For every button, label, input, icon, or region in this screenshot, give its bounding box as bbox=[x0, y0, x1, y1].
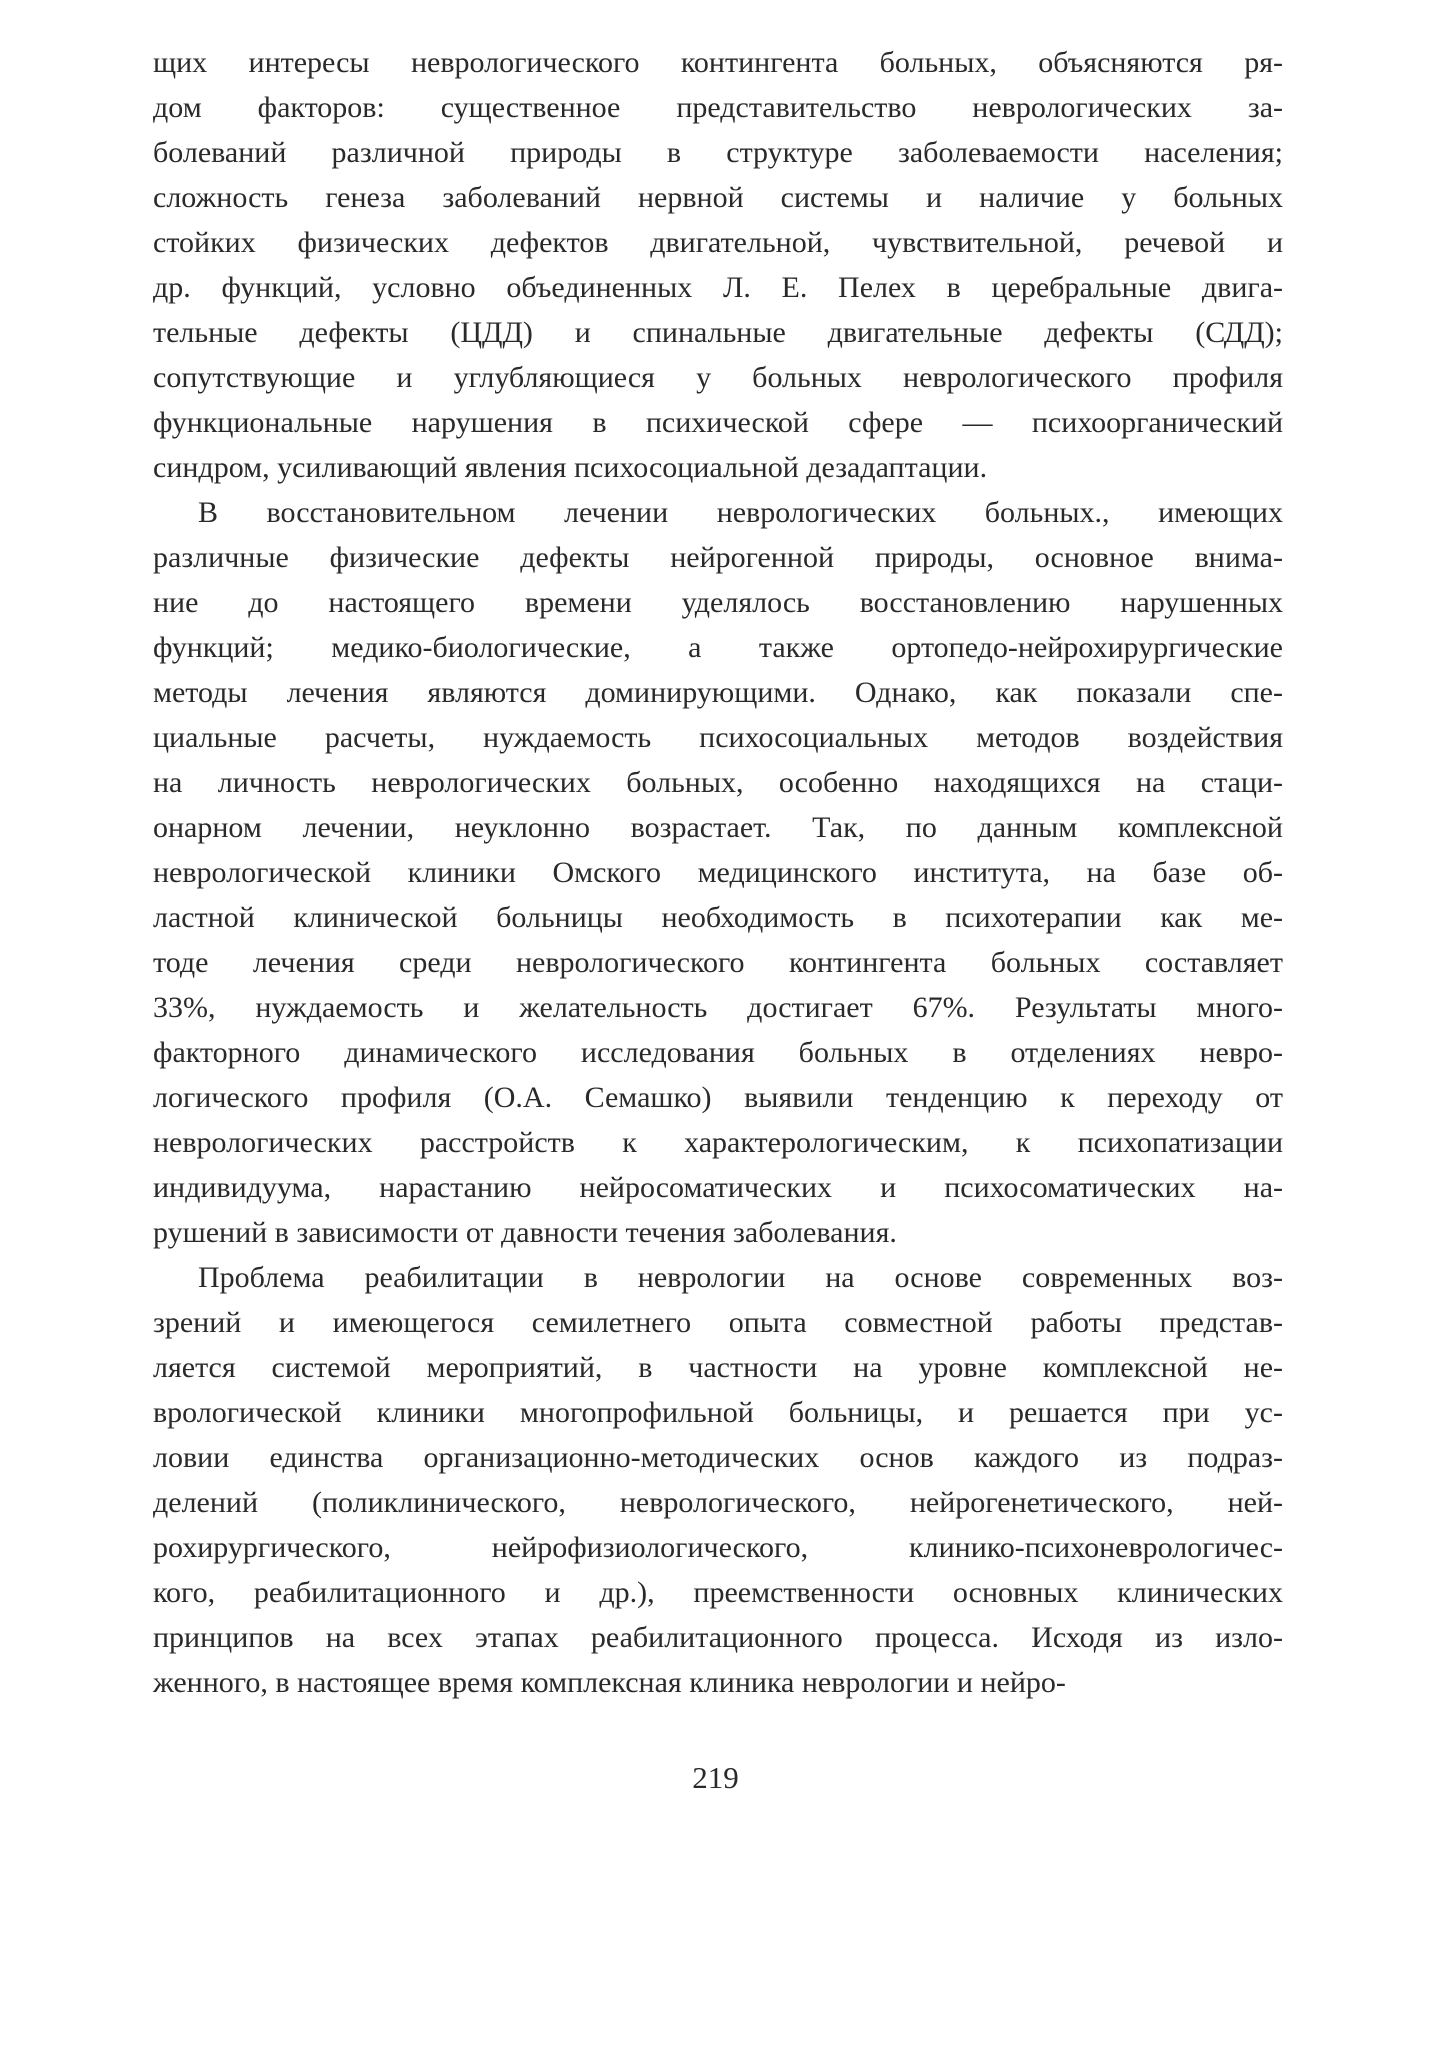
text-line: дом факторов: существенное представительство неврологических за- bbox=[153, 91, 1283, 124]
text-line: тоде лечения среди неврологического контингента больных составляет bbox=[153, 946, 1283, 979]
text-line: ние до настоящего времени уделялось восстановлению нарушенных bbox=[153, 586, 1283, 619]
text-line: методы лечения являются доминирующими. Однако, как показали спе- bbox=[153, 676, 1283, 709]
text-line: циальные расчеты, нуждаемость психосоциальных методов воздействия bbox=[153, 721, 1283, 754]
text-line: Проблема реабилитации в неврологии на основе современных воз- bbox=[198, 1261, 1283, 1294]
text-line: делений (поликлинического, неврологического, нейрогенетического, ней- bbox=[153, 1486, 1283, 1519]
text-line: неврологических расстройств к характерологическим, к психопатизации bbox=[153, 1126, 1283, 1159]
text-line: ловии единства организационно-методических основ каждого из подраз- bbox=[153, 1441, 1283, 1474]
text-line: логического профиля (О.А. Семашко) выявили тенденцию к переходу от bbox=[153, 1081, 1283, 1114]
text-line: индивидуума, нарастанию нейросоматических и психосоматических на- bbox=[153, 1171, 1283, 1204]
text-line: неврологической клиники Омского медицинского института, на базе об- bbox=[153, 856, 1283, 889]
text-line: сопутствующие и углубляющиеся у больных неврологического профиля bbox=[153, 361, 1283, 394]
text-line: зрений и имеющегося семилетнего опыта совместной работы представ- bbox=[153, 1306, 1283, 1339]
page-number: 219 bbox=[692, 1760, 739, 1795]
text-line: функций; медико-биологические, а также ортопедо-нейрохирургические bbox=[153, 631, 1283, 664]
text-line: болеваний различной природы в структуре заболеваемости населения; bbox=[153, 136, 1283, 169]
text-line: ляется системой мероприятий, в частности на уровне комплексной не- bbox=[153, 1351, 1283, 1384]
text-line: др. функций, условно объединенных Л. Е. Пелех в церебральные двига- bbox=[153, 271, 1283, 304]
text-line: кого, реабилитационного и др.), преемственности основных клинических bbox=[153, 1576, 1283, 1609]
body-text bbox=[153, 40, 1283, 1705]
text-line: врологической клиники многопрофильной больницы, и решается при ус- bbox=[153, 1396, 1283, 1429]
text-line: щих интересы неврологического контингента больных, объясняются ря- bbox=[153, 46, 1283, 79]
paragraph bbox=[153, 40, 1283, 490]
text-line: рохирургического, нейрофизиологического, клинико-психоневрологичес- bbox=[153, 1531, 1283, 1564]
text-line: на личность неврологических больных, особенно находящихся на стаци- bbox=[153, 766, 1283, 799]
paragraph bbox=[153, 1255, 1283, 1705]
text-line: В восстановительном лечении неврологических больных., имеющих bbox=[198, 496, 1283, 529]
text-line: 33%, нуждаемость и желательность достигает 67%. Результаты много- bbox=[153, 991, 1283, 1024]
text-line: стойких физических дефектов двигательной, чувствительной, речевой и bbox=[153, 226, 1283, 259]
text-line: различные физические дефекты нейрогенной природы, основное внима- bbox=[153, 541, 1283, 574]
paragraph bbox=[153, 490, 1283, 1255]
text-line: онарном лечении, неуклонно возрастает. Так, по данным комплексной bbox=[153, 811, 1283, 844]
text-line: ластной клинической больницы необходимость в психотерапии как ме- bbox=[153, 901, 1283, 934]
text-line: женного, в настоящее время комплексная клиника неврологии и нейро- bbox=[153, 1666, 1066, 1699]
text-line: тельные дефекты (ЦДД) и спинальные двигательные дефекты (СДД); bbox=[153, 316, 1283, 349]
text-line: синдром, усиливающий явления психосоциальной дезадаптации. bbox=[153, 451, 988, 484]
text-line: принципов на всех этапах реабилитационного процесса. Исходя из изло- bbox=[153, 1621, 1283, 1654]
text-line: факторного динамического исследования больных в отделениях невро- bbox=[153, 1036, 1283, 1069]
text-line: сложность генеза заболеваний нервной системы и наличие у больных bbox=[153, 181, 1283, 214]
text-line: функциональные нарушения в психической сфере — психоорганический bbox=[153, 406, 1283, 439]
text-line: рушений в зависимости от давности течения заболевания. bbox=[153, 1216, 897, 1249]
